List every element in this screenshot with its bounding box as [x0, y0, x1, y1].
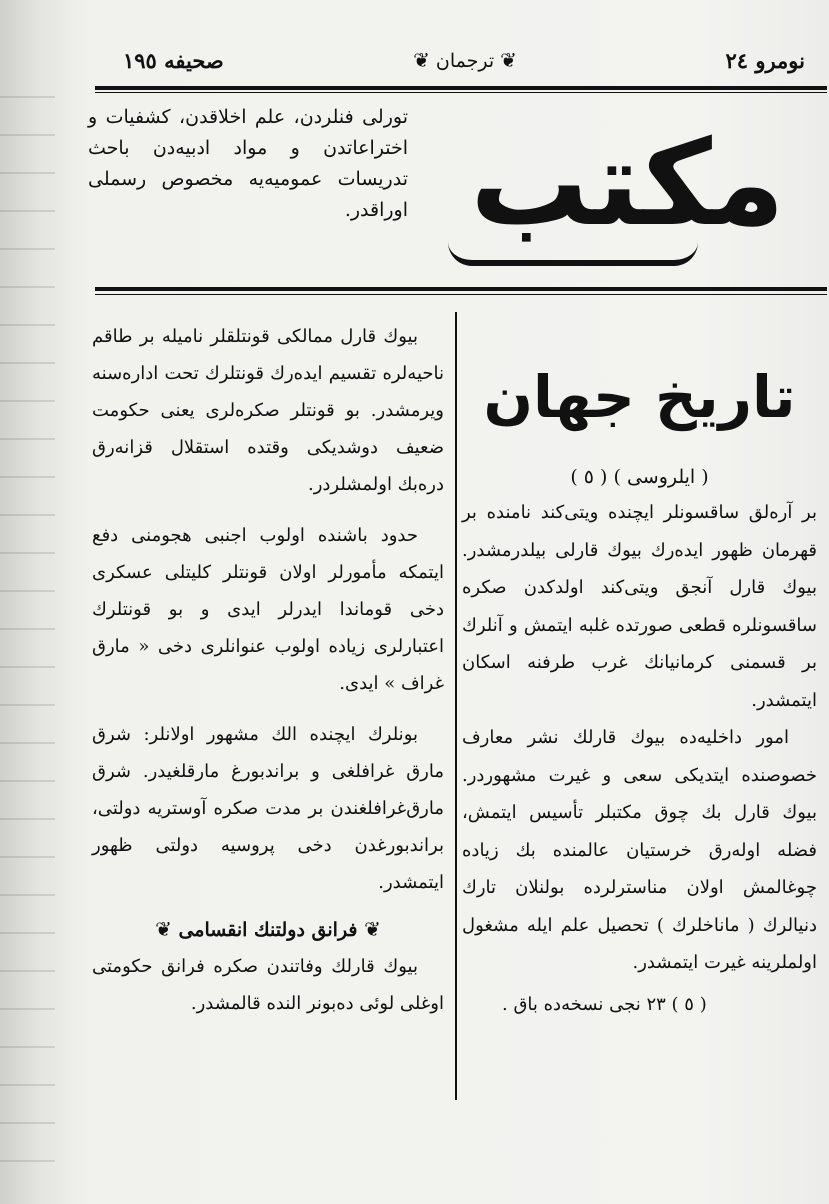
- header-rule: [95, 86, 827, 90]
- article-title: تاریخ جهان: [483, 363, 796, 431]
- binding-edge: [0, 60, 55, 1180]
- article-paragraph: بیوك قارلك وفاتندن صکره فرانق حکومتی اوغلی لوئی ده‌بونر النده قالمشدر.: [92, 956, 444, 1014]
- section-heading-text: فرانق دولتنك انقسامی: [178, 919, 358, 941]
- ornament-icon: ❦: [155, 917, 172, 941]
- masthead-title: مکتب: [470, 114, 785, 252]
- masthead-swash: [448, 242, 698, 266]
- article-paragraph: بر آره‌لق ساقسونلر ایچنده ویتی‌کند نامنده بر قهرمان ظهور ایده‌رك بیوك قارلی بیلدرمشدر. بیوك قارل آنجق ویتی‌کند اولدکدن صکره ساقسونلره قطعی صورتده غلبه ایتمش و آنلرك بر قسمنی کرمانیانك غرب طرفنه اسکان ایتمشدر.: [462, 502, 817, 711]
- section-heading: [92, 911, 444, 948]
- ornament-icon: ❦: [500, 48, 517, 72]
- header-strip: [95, 44, 815, 80]
- publication-name: ترجمان: [435, 50, 495, 72]
- header-rule-thin: [95, 92, 827, 93]
- masthead-rule-thin: [95, 294, 827, 295]
- article-subtitle: ( ایلروسی ) ( ٥ ): [570, 466, 709, 488]
- ornament-icon: ❦: [413, 48, 430, 72]
- continuation-note: ( ٥ ) ٢٣ نجی نسخه‌ده باق .: [502, 993, 707, 1015]
- page-number: صحیفه ١٩٥: [123, 48, 224, 73]
- article-paragraph: امور داخلیه‌ده بیوك قارلك نشر معارف خصوصنده ایتدیکی سعی و غیرت مشهوردر. بیوك قارل بك چوق مکتبلر تأسیس ایتمش، فضله اوله‌رق خرستیان عالمنده بك زیاده چوغالمش اولان مناسترلرده بولنلان تارك دنیالرك ( ماناخلرك ) تحصیل علم ایله مشغول اولملرینه غیرت ایتمشدر.: [462, 727, 817, 973]
- article-paragraph: حدود باشنده اولوب اجنبی هجومنی دفع ایتمکه مأمورلر اولان قونتلر کلیتلی عسکری دخی قوماندا ایدرلر ایدی و بو قونتلرك اعتبارلری زیاده اولوب عنوانلری دخی « مارق غراف » ایدی.: [92, 525, 444, 694]
- masthead-rule: [95, 287, 827, 291]
- article-paragraph: بونلرك ایچنده الك مشهور اولانلر: شرق مارق غرافلغی و براندبورغ مارقلغیدر. شرق مارق‌غرافلغندن بر مدت صکره آوستریه دولتی، براندبورغدن دخی پروسیه دولتی ظهور ایتمشدر.: [92, 724, 444, 893]
- publication-name-group: [365, 48, 565, 72]
- masthead-description: تورلی فنلردن، علم اخلاقدن، کشفیات و اختراعاتدن و مواد ادبیه‌دن باحث تدریسات عمومیه‌یه مخصوص رسملی اوراقدر.: [88, 106, 408, 221]
- article-paragraph: بیوك قارل ممالکی قونتلقلر نامیله بر طاقم ناحیه‌لره تقسیم ایده‌رك قونتلرك تحت اداره‌سنه ویرمشدر. بو قونتلر صکره‌لری یعنی حکومت ضعیف دوشدیکی وقتده استقلال قزانه‌رق دره‌بك اولمشلردر.: [92, 326, 444, 495]
- left-column: [92, 318, 444, 1022]
- issue-number: نومرو ٢٤: [725, 48, 805, 73]
- ornament-icon: ❦: [364, 917, 381, 941]
- right-column: [462, 310, 817, 1023]
- column-divider: [455, 312, 457, 1100]
- masthead: [430, 100, 825, 275]
